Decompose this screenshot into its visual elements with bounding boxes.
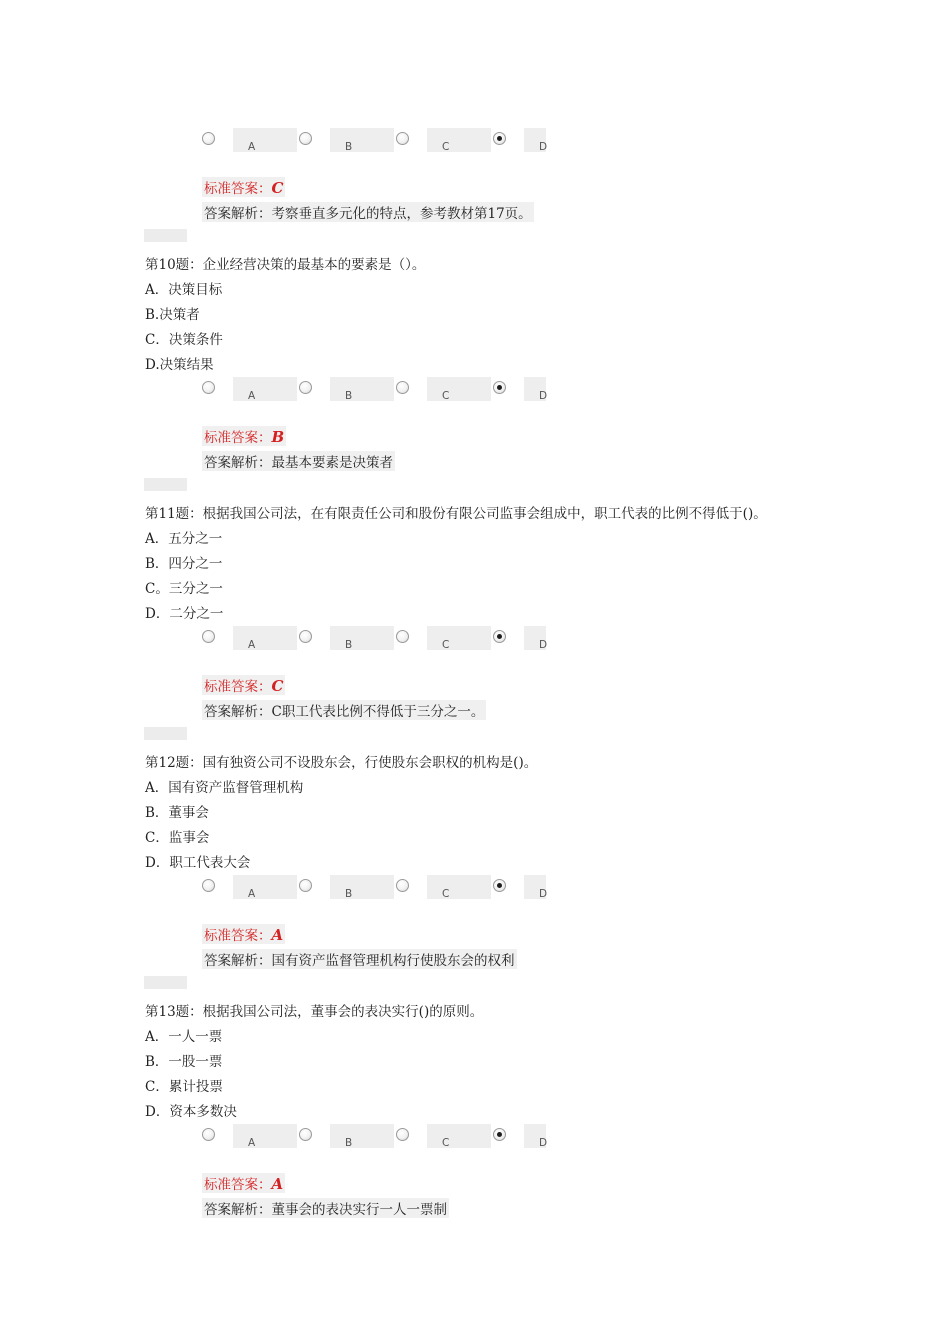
standard-answer-value: B [271,428,285,446]
option-c[interactable] [396,1124,493,1150]
radio-button-icon[interactable] [202,1128,215,1141]
radio-button-icon[interactable] [299,381,312,394]
separator-bar [144,727,187,740]
option-a[interactable] [202,875,299,901]
option-box [330,626,394,650]
standard-answer [202,177,285,197]
option-a[interactable] [202,377,299,403]
option-label: D [539,888,548,900]
option-box [330,377,394,401]
answer-analysis [202,700,486,720]
option-box [427,626,491,650]
answer-analysis [202,202,534,222]
standard-answer [202,675,285,695]
option-box [233,128,297,152]
standard-answer-value: A [271,1175,284,1193]
radio-button-icon[interactable] [396,630,409,643]
answer-options-row [202,128,562,154]
question-text: 第11题：根据我国公司法，在有限责任公司和股份有限公司监事会组成中，职工代表的比例不得低于()。 [145,506,767,522]
option-b[interactable] [299,377,396,403]
option-box [233,875,297,899]
option-label: C [442,888,450,900]
option-box [427,128,491,152]
option-a[interactable] [202,626,299,652]
option-d[interactable] [493,875,590,901]
analysis-label: 答案解析： [204,455,272,471]
option-box [427,875,491,899]
option-d[interactable] [493,128,590,154]
choice-item: A．国有资产监督管理机构 [145,780,304,796]
analysis-label: 答案解析： [204,704,272,720]
option-box [427,377,491,401]
option-c[interactable] [396,875,493,901]
separator-bar [144,229,187,242]
option-label: B [345,639,353,651]
option-label: D [539,639,548,651]
choice-item: A．决策目标 [145,282,223,298]
option-a[interactable] [202,1124,299,1150]
standard-answer-label: 标准答案： [204,679,272,695]
choice-item: C．监事会 [145,830,210,846]
choice-item: D．二分之一 [145,606,224,622]
option-label: C [442,1137,450,1149]
radio-button-icon[interactable] [493,132,506,145]
option-d[interactable] [493,626,590,652]
option-c[interactable] [396,128,493,154]
radio-button-icon[interactable] [493,879,506,892]
choice-item: D．资本多数决 [145,1104,237,1120]
option-a[interactable] [202,128,299,154]
radio-button-icon[interactable] [299,630,312,643]
answer-analysis [202,451,395,471]
standard-answer-value: C [271,677,284,695]
analysis-label: 答案解析： [204,953,272,969]
option-label: B [345,390,353,402]
option-b[interactable] [299,128,396,154]
option-d[interactable] [493,377,590,403]
radio-button-icon[interactable] [493,1128,506,1141]
answer-options-row [202,875,562,901]
option-label: A [248,390,256,402]
option-label: D [539,390,548,402]
radio-button-icon[interactable] [396,132,409,145]
option-label: B [345,141,353,153]
radio-button-icon[interactable] [299,132,312,145]
standard-answer [202,426,286,446]
option-b[interactable] [299,875,396,901]
choice-item: C．决策条件 [145,332,223,348]
radio-button-icon[interactable] [493,630,506,643]
separator-bar [144,478,187,491]
analysis-text: 最基本要素是决策者 [271,455,393,471]
question-text: 第13题：根据我国公司法，董事会的表决实行()的原则。 [145,1004,484,1020]
answer-analysis [202,1198,449,1218]
analysis-label: 答案解析： [204,1202,272,1218]
choice-item: B.决策者 [145,307,200,323]
standard-answer-label: 标准答案： [204,181,272,197]
option-d[interactable] [493,1124,590,1150]
radio-button-icon[interactable] [396,879,409,892]
analysis-label: 答案解析： [204,206,272,222]
standard-answer-value: C [271,179,284,197]
option-box [427,1124,491,1148]
standard-answer-label: 标准答案： [204,928,272,944]
radio-button-icon[interactable] [493,381,506,394]
option-label: A [248,141,256,153]
option-label: C [442,141,450,153]
choice-item: D．职工代表大会 [145,855,251,871]
question-text: 第12题：国有独资公司不设股东会，行使股东会职权的机构是()。 [145,755,538,771]
choice-item: A．五分之一 [145,531,223,547]
option-label: B [345,888,353,900]
standard-answer-label: 标准答案： [204,430,272,446]
analysis-text: 国有资产监督管理机构行使股东会的权利 [271,953,515,969]
option-box [330,128,394,152]
radio-button-icon[interactable] [396,1128,409,1141]
choice-item: B．四分之一 [145,556,223,572]
option-c[interactable] [396,377,493,403]
standard-answer [202,1173,285,1193]
option-box [233,1124,297,1148]
radio-button-icon[interactable] [396,381,409,394]
answer-options-row [202,1124,562,1150]
option-label: C [442,390,450,402]
standard-answer-value: A [271,926,284,944]
option-c[interactable] [396,626,493,652]
answer-options-row [202,377,562,403]
option-b[interactable] [299,626,396,652]
option-label: A [248,1137,256,1149]
choice-item: D.决策结果 [145,357,214,373]
option-label: C [442,639,450,651]
option-b[interactable] [299,1124,396,1150]
option-label: A [248,639,256,651]
radio-button-icon[interactable] [202,630,215,643]
separator-bar [144,976,187,989]
radio-button-icon[interactable] [299,879,312,892]
answer-analysis [202,949,517,969]
radio-button-icon[interactable] [202,879,215,892]
choice-item: C。三分之一 [145,581,223,597]
option-box [330,875,394,899]
option-label: B [345,1137,353,1149]
choice-item: A．一人一票 [145,1029,223,1045]
option-box [233,377,297,401]
question-text: 第10题：企业经营决策的最基本的要素是（）。 [145,257,426,273]
option-box [330,1124,394,1148]
radio-button-icon[interactable] [299,1128,312,1141]
option-label: D [539,1137,548,1149]
standard-answer [202,924,285,944]
option-label: A [248,888,256,900]
analysis-text: 董事会的表决实行一人一票制 [271,1202,447,1218]
radio-button-icon[interactable] [202,132,215,145]
choice-item: B．董事会 [145,805,209,821]
answer-options-row [202,626,562,652]
analysis-text: 考察垂直多元化的特点，参考教材第17页。 [271,206,532,222]
choice-item: B．一股一票 [145,1054,223,1070]
option-label: D [539,141,548,153]
analysis-text: C职工代表比例不得低于三分之一。 [271,704,485,720]
standard-answer-label: 标准答案： [204,1177,272,1193]
choice-item: C．累计投票 [145,1079,223,1095]
radio-button-icon[interactable] [202,381,215,394]
option-box [233,626,297,650]
